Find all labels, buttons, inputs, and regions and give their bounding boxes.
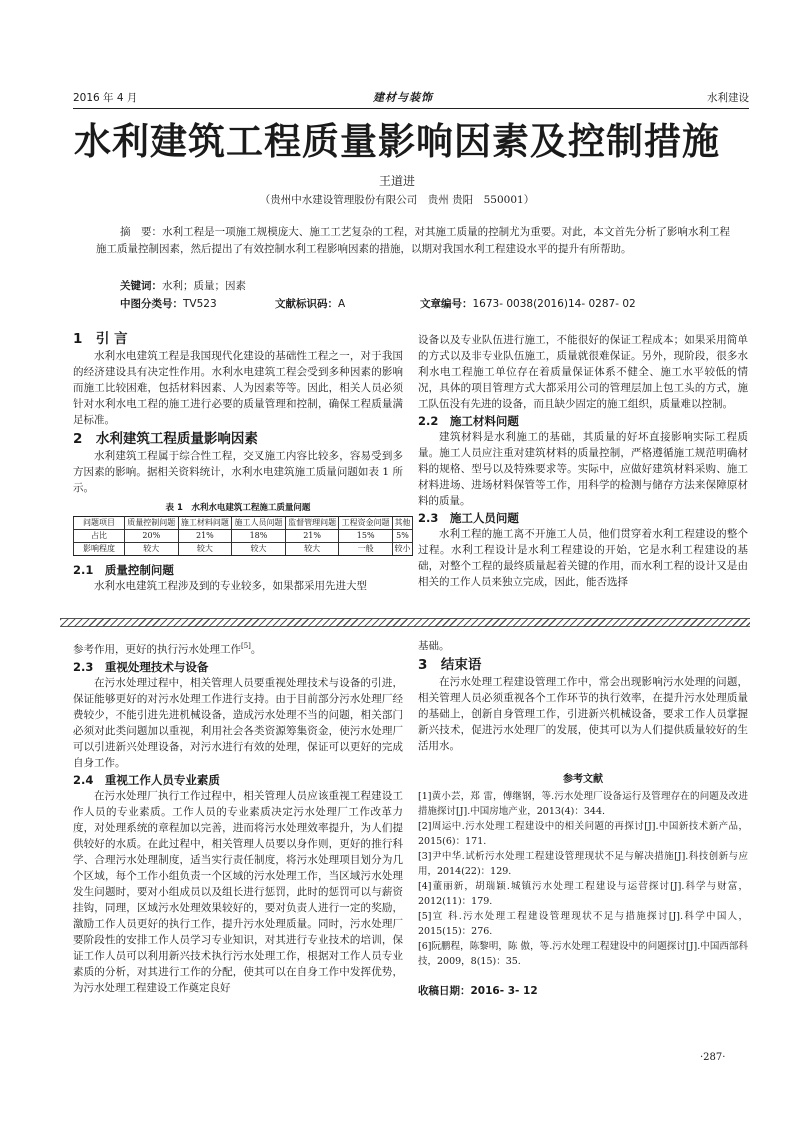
table-cell: 较大 [125, 543, 179, 556]
keywords-label: 关键词： [120, 280, 162, 292]
table-cell: 占比 [74, 530, 125, 543]
lower-left-column [73, 638, 403, 996]
doc-code-label: 文献标识码： [275, 298, 338, 310]
article-number [420, 296, 636, 311]
keywords-text: 水利；质量；因素 [162, 280, 246, 292]
table-header-row [74, 517, 413, 530]
table-header-cell: 施工人员问题 [232, 517, 286, 530]
continued-paragraph [73, 638, 403, 658]
abstract-label: 摘 要： [120, 226, 163, 238]
article-separator [60, 618, 750, 627]
table-header-cell: 监督管理问题 [285, 517, 339, 530]
continued-paragraph: 基础。 [418, 640, 450, 652]
upper-left-column [73, 330, 411, 594]
article-affiliation: （贵州中水建设管理股份有限公司 贵州 贵阳 550001） [259, 194, 535, 206]
abstract-text: 水利工程是一项施工规模庞大、施工工艺复杂的工程，对其施工质量的控制尤为重要。对此，本文首先分析了影响水利工程施工质量控制因素，然后提出了有效控制水利工程影响因素的措施，以期对我国水利工程建设水平的提升有所帮助。 [96, 226, 731, 255]
table-row [74, 530, 413, 543]
table-cell: 15% [339, 530, 393, 543]
table-header-cell: 施工材料问题 [178, 517, 232, 530]
article-number-label: 文章编号： [420, 298, 473, 310]
reference-item: [3]尹中华.试析污水处理工程建设管理现状不足与解决措施[J].科技创新与应用，2014(22)：129. [418, 851, 748, 877]
section-2-paragraph: 水利建筑工程属于综合性工程，交叉施工内容比较多，容易受到多方因素的影响。据相关资料统计，水利水电建筑施工质量问题如表 1 所示。 [73, 450, 403, 494]
lower-right-column [418, 638, 748, 998]
reference-item: [6]阮鹏程，陈黎明，陈 傲，等.污水处理工程建设中的问题探讨[J].中国西部科技，2009，8(15)：35. [418, 941, 748, 967]
reference-item: [1]黄小芸，郑 雷，傅继钢，等.污水处理厂设备运行及管理存在的问题及改进措施探讨[J].中国房地产业，2013(4)：344. [418, 791, 748, 817]
table-cell: 影响程度 [74, 543, 125, 556]
section-2-1-paragraph: 水利水电建筑工程涉及到的专业较多，如果都采用先进大型 [94, 580, 367, 592]
header-date: 2016 年 4 月 [73, 92, 138, 104]
table-cell: 18% [232, 530, 286, 543]
citation: [5] [241, 642, 251, 650]
keywords [120, 278, 246, 293]
section-2-1-heading: 2.1 质量控制问题 [73, 563, 174, 577]
continued-text: 参考作用，更好的执行污水处理工作 [73, 643, 241, 656]
section-1-paragraph: 水利水电建筑工程是我国现代化建设的基础性工程之一，对于我国的经济建设具有决定性作用。水利水电建筑工程会受到多种因素的影响而施工比较困难，包括材料因素、人为因素等等。因此，相关人员必须针对水利水电工程的施工进行必要的质量管理和控制，确保工程质量满足标准。 [73, 350, 403, 426]
header-column: 水利建设 [707, 92, 749, 104]
table-cell: 21% [285, 530, 339, 543]
reference-item: [5]宣 科.污水处理工程建设管理现状不足与措施探讨[J].科学中国人，2015(15)：276. [418, 911, 748, 937]
section-2-3b-heading: 2.3 重视处理技术与设备 [73, 659, 209, 674]
upper-right-column [418, 332, 748, 590]
reference-item: [4]董丽新，胡瑞颖.城镇污水处理工程建设与运营探讨[J].科学与财富，2012(11)：179. [418, 881, 748, 907]
clc-value: TV523 [183, 298, 217, 310]
section-2-2-paragraph: 建筑材料是水利施工的基础，其质量的好坏直接影响实际工程质量。施工人员应注重对建筑材料的质量控制，严格遵循施工规范明确材料的规格、型号以及特殊要求等。实际中，应做好建筑材料采购、施工材料进场、进场材料保管等工作，用科学的检测与储存方法来保障原材料的质量。 [418, 431, 748, 507]
table-cell: 较大 [232, 543, 286, 556]
section-2-3-paragraph: 水利工程的施工离不开施工人员，他们贯穿着水利工程建设的整个过程。水利工程设计是水利工程建设的开始，它是水利工程建设的基础，对整个工程的最终质量起着关键的作用，而水利工程的设计又是由相关的工作人员来独立完成，因此，能否选择 [418, 528, 748, 588]
section-2-heading: 2 水利建筑工程质量影响因素 [73, 431, 258, 447]
doc-code [275, 296, 345, 311]
reference-item: [2]周运中.污水处理工程建设中的相关问题的再探讨[J].中国新技术新产品，2015(6)：171. [418, 821, 748, 847]
table-cell: 较大 [285, 543, 339, 556]
table-1 [73, 516, 413, 556]
section-1-heading: 1 引 言 [73, 331, 128, 347]
table-cell: 较大 [178, 543, 232, 556]
continued-paragraph: 设备以及专业队伍进行施工，不能很好的保证工程成本；如果采用简单的方式以及非专业队伍施工，质量就很难保证。另外，现阶段，很多水利水电工程施工单位存在着质量保证体系不健全、施工水平较低的情况，具体的项目管理方式大都采用公司的管理层加上包工头的方式，施工队伍没有先进的设备，而且缺少固定的施工组织，质量难以控制。 [418, 334, 748, 410]
section-3-heading: 3 结束语 [418, 657, 482, 673]
section-2-3b-paragraph: 在污水处理过程中，相关管理人员要重视处理技术与设备的引进，保证能够更好的对污水处理工作进行支持。由于目前部分污水处理厂经费较少，不能引进先进机械设备，造成污水处理不当的问题，相关部门必须对此类问题加以重视，利用社会各类资源筹集资金，使污水处理厂可以引进新兴处理设备，对污水进行有效的处理，保证可以更好的完成自身工作。 [73, 676, 403, 769]
table-cell: 较小 [392, 543, 412, 556]
section-2-4-paragraph: 在污水处理厂执行工作过程中，相关管理人员应该重视工程建设工作人员的专业素质。工作人员的专业素质决定污水处理厂工作改革力度，对处理系统的章程加以完善，进而将污水处理效率提升，为人们提供较好的水质。在此过程中，相关管理人员要以身作则，更好的推行科学、合理污水处理制度，适当实行责任制度，将污水处理项目划分为几个区域，每个工作小组负责一个区域的污水处理工作，当区域污水处理发生问题时，要对小组成员以及组长进行惩罚，此时的惩罚可以与薪资挂钩，同理，区域污水处理效果较好的，要对负责人进行一定的奖励，激励工作人员更好的执行工作，提升污水处理质量。同时，污水处理厂要阶段性的安排工作人员学习专业知识，对其进行专业技术的培训，保证工作人员可以利用新兴技术执行污水处理工作，根据对工作人员专业素质的分析，对其进行工作的分配，使其可以在自身工作中发挥优势，为污水处理工程建设工作奠定良好 [73, 789, 403, 994]
page-number: ·287· [700, 1052, 726, 1063]
classification-line [120, 296, 740, 311]
table-header-cell: 工程资金问题 [339, 517, 393, 530]
article-title: 水利建筑工程质量影响因素及控制措施 [74, 119, 720, 163]
received-date: 收稿日期：2016- 3- 12 [418, 985, 538, 997]
section-3-paragraph: 在污水处理工程建设管理工作中，常会出现影响污水处理的问题，相关管理人员必须重视各个工作环节的执行效率，在提升污水处理质量的基础上，创新自身管理工作，引进新兴机械设备，要求工作人员掌握新兴技术，促进污水处理厂的发展，使其可以为人们提供质量较好的生活用水。 [418, 676, 748, 752]
table-cell: 20% [125, 530, 179, 543]
clc-label: 中图分类号： [120, 298, 183, 310]
table-cell: 一般 [339, 543, 393, 556]
table-cell: 21% [178, 530, 232, 543]
article-number-value: 1673- 0038(2016)14- 0287- 02 [472, 298, 636, 310]
table-1-caption: 表 1 水利水电建筑工程施工质量问题 [165, 503, 311, 513]
running-header [73, 88, 749, 109]
section-2-2-heading: 2.2 施工材料问题 [418, 414, 519, 428]
table-header-cell: 质量控制问题 [125, 517, 179, 530]
abstract [96, 224, 730, 258]
table-row [74, 543, 413, 556]
doc-code-value: A [338, 298, 346, 310]
references-heading: 参考文献 [563, 774, 603, 785]
section-2-3-heading: 2.3 施工人员问题 [418, 511, 519, 525]
continued-text-end: 。 [250, 643, 262, 656]
section-2-4-heading: 2.4 重视工作人员专业素质 [73, 772, 220, 787]
table-header-cell: 问题项目 [74, 517, 125, 530]
article-author: 王道进 [378, 174, 415, 188]
table-header-cell: 其他 [392, 517, 412, 530]
table-cell: 5% [392, 530, 412, 543]
journal-logo: 建材与装饰 [373, 91, 433, 104]
